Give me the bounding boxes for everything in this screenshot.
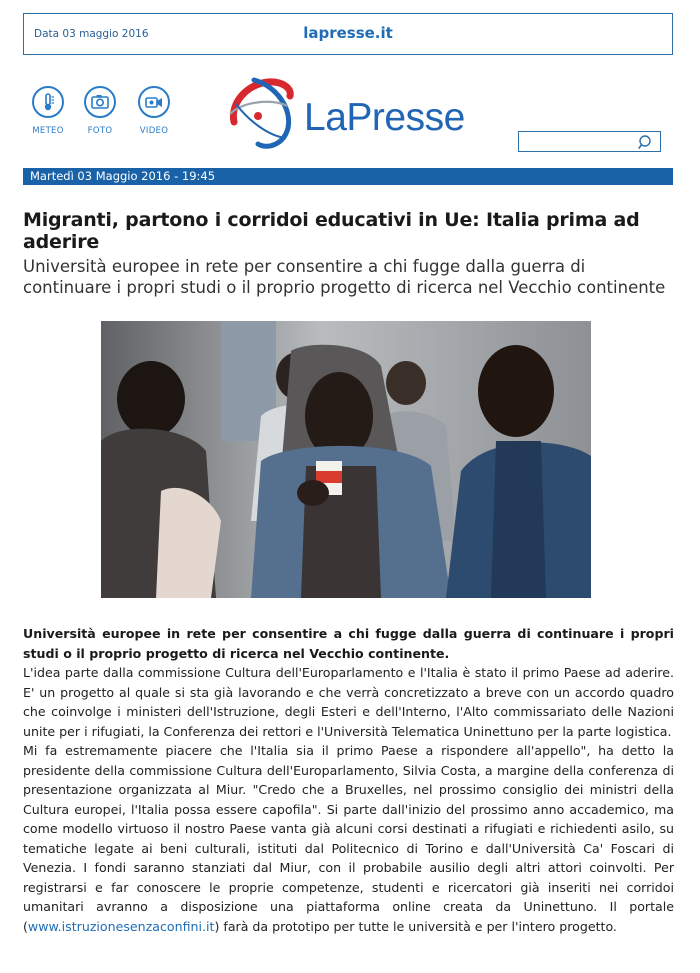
article-paragraph xyxy=(23,741,674,936)
masthead-box xyxy=(23,13,673,55)
date-bar: Martedì 03 Maggio 2016 - 19:45 xyxy=(23,168,673,185)
nav-label: FOTO xyxy=(87,126,113,136)
logo-text: LaPresse xyxy=(304,96,465,139)
article-body xyxy=(23,624,674,936)
nav-label: METEO xyxy=(32,126,64,136)
article-paragraph: L'idea parte dalla commissione Cultura dell'Europarlamento e l'Italia è stato il primo Paese ad aderire. E' un progetto al quale si sta già lavorando e che verrà concretizzato a breve con un accordo quadro che coinvolge i ministeri dell'Istruzione, degli Esteri e dell'Interno, l'Alto commissariato delle Nazioni unite per i rifugiati, la Conferenza dei rettori e l'Università Telematica Uninettuno per la parte logistica. xyxy=(23,665,674,739)
logo-orbit-icon xyxy=(226,74,311,154)
article-subtitle: Università europee in rete per consentire a chi fugge dalla guerra di continuare i propri studi o il proprio progetto di ricerca nel Vecchio continente xyxy=(23,257,666,297)
print-date: Data 03 maggio 2016 xyxy=(34,28,149,40)
article-text: ) farà da prototipo per tutte le università e per l'intero progetto. xyxy=(214,918,617,934)
nav-video[interactable] xyxy=(134,86,174,136)
nav-foto[interactable] xyxy=(80,86,120,136)
nav-label: VIDEO xyxy=(139,126,169,136)
portal-link[interactable]: www.istruzionesenzaconfini.it xyxy=(27,918,215,934)
search-box[interactable] xyxy=(518,131,661,152)
search-input[interactable] xyxy=(521,135,635,154)
article-title: Migranti, partono i corridoi educativi in Ue: Italia prima ad aderire xyxy=(23,209,640,253)
article-text: Mi fa estremamente piacere che l'Italia sia il primo Paese a rispondere all'appello", ha detto la presidente della commissione Cultura dell'Europarlamento, Silvia Costa, a margine della conferenza di presentazione organizzata al Miur. "Credo che a Bruxelles, nel prossimo consiglio dei ministri della Cultura europei, l'Italia possa essere capofila". Si parte dall'inizio del prossimo anno accademico, ma come modello virtuoso il nostro Paese vanta già alcuni corsi destinati a rifugiati e richiedenti asilo, su tematiche legate ai beni culturali, istituti dal Politecnico di Torino e dall'Università Ca' Foscari di Venezia. I fondi saranno stanziati dal Miur, con il probabile ausilio degli altri attori coinvolti. Per registrarsi e far conoscere le proprie competenze, studenti e ricercatori già inseriti nei corridoi umanitari avranno a disposizione una piattaforma online creata da Uninettuno. Il portale ( xyxy=(23,743,674,934)
article-lead: Università europee in rete per consentire a chi fugge dalla guerra di continuare i propri studi o il proprio progetto di ricerca nel Vecchio continente. xyxy=(23,626,674,661)
article-photo xyxy=(101,321,591,598)
nav-meteo[interactable] xyxy=(28,86,68,136)
site-link[interactable]: lapresse.it xyxy=(303,24,393,42)
thermometer-icon[interactable] xyxy=(32,86,64,118)
video-camera-icon[interactable] xyxy=(138,86,170,118)
search-icon[interactable] xyxy=(638,134,654,154)
camera-icon[interactable] xyxy=(84,86,116,118)
lapresse-logo[interactable] xyxy=(226,74,476,154)
